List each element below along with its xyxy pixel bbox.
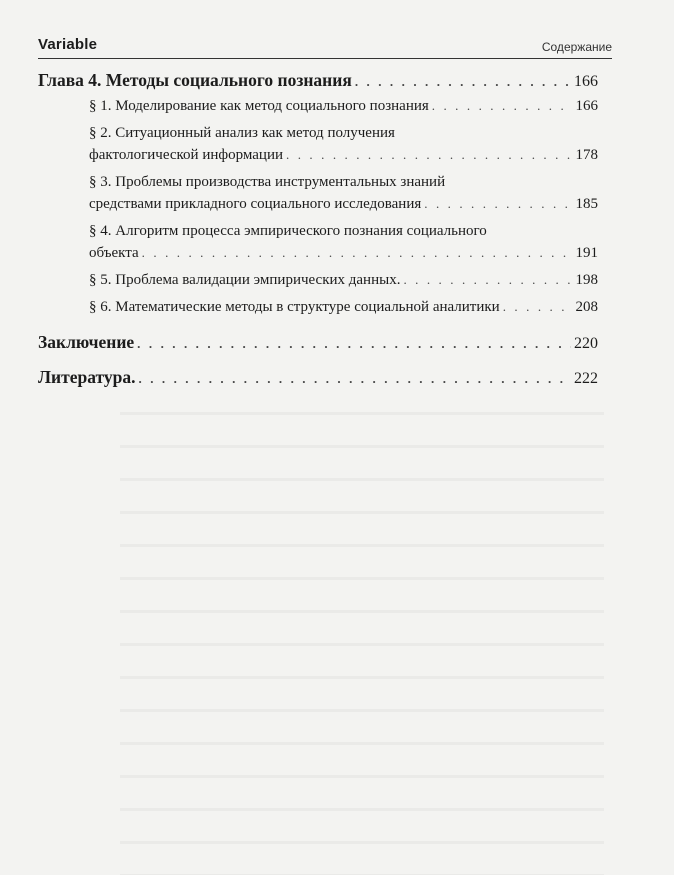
toc-entry-title: § 4. Алгоритм процесса эмпирического познания социального bbox=[89, 223, 487, 239]
toc-page-number: 222 bbox=[574, 370, 598, 387]
toc-entry-title: § 3. Проблемы производства инструментальных знаний bbox=[89, 174, 446, 190]
toc-section-3[interactable] bbox=[89, 171, 598, 215]
toc-chapter-4[interactable] bbox=[38, 70, 598, 91]
toc-section-2[interactable] bbox=[89, 122, 598, 166]
toc-page-number: 185 bbox=[575, 196, 598, 212]
toc-section-4[interactable] bbox=[89, 220, 598, 264]
toc-entry-title: § 1. Моделирование как метод социального познания bbox=[89, 98, 429, 114]
toc-conclusion[interactable] bbox=[38, 332, 598, 353]
leader-dots bbox=[432, 95, 573, 117]
table-of-contents bbox=[38, 70, 598, 388]
publisher-series: Variable bbox=[38, 36, 98, 53]
toc-entry-title: Заключение bbox=[38, 332, 135, 352]
toc-entry-title: § 2. Ситуационный анализ как метод получения bbox=[89, 125, 395, 141]
toc-entry-title-cont: фактологической информации bbox=[89, 147, 284, 163]
toc-page-number: 198 bbox=[575, 272, 598, 288]
show-through-texture bbox=[120, 390, 604, 875]
leader-dots bbox=[286, 144, 572, 166]
toc-entry-title: Литература. bbox=[38, 367, 136, 387]
header-section-title: Содержание bbox=[541, 40, 612, 54]
toc-entry-title: Глава 4. Методы социального познания bbox=[38, 70, 352, 90]
leader-dots bbox=[403, 269, 572, 291]
toc-page-number: 220 bbox=[574, 335, 598, 352]
leader-dots bbox=[424, 193, 572, 215]
toc-entry-title-cont: объекта bbox=[89, 245, 139, 261]
toc-page-number: 166 bbox=[575, 98, 598, 114]
toc-page-number: 166 bbox=[574, 73, 598, 90]
toc-section-5[interactable] bbox=[89, 269, 598, 291]
toc-section-1[interactable] bbox=[89, 95, 598, 117]
toc-entry-title: § 6. Математические методы в структуре социальной аналитики bbox=[89, 299, 500, 315]
leader-dots bbox=[137, 336, 571, 352]
toc-section-6[interactable] bbox=[89, 296, 598, 318]
leader-dots bbox=[142, 242, 573, 264]
leader-dots bbox=[355, 74, 571, 90]
toc-literature[interactable] bbox=[38, 367, 598, 388]
toc-entry-title: § 5. Проблема валидации эмпирических данных. bbox=[89, 272, 401, 288]
toc-page-number: 208 bbox=[575, 299, 598, 315]
leader-dots bbox=[139, 371, 572, 387]
running-header bbox=[38, 36, 612, 59]
toc-entry-title-cont: средствами прикладного социального исследования bbox=[89, 196, 422, 212]
toc-page-number: 178 bbox=[575, 147, 598, 163]
toc-page-number: 191 bbox=[575, 245, 598, 261]
leader-dots bbox=[503, 296, 573, 318]
